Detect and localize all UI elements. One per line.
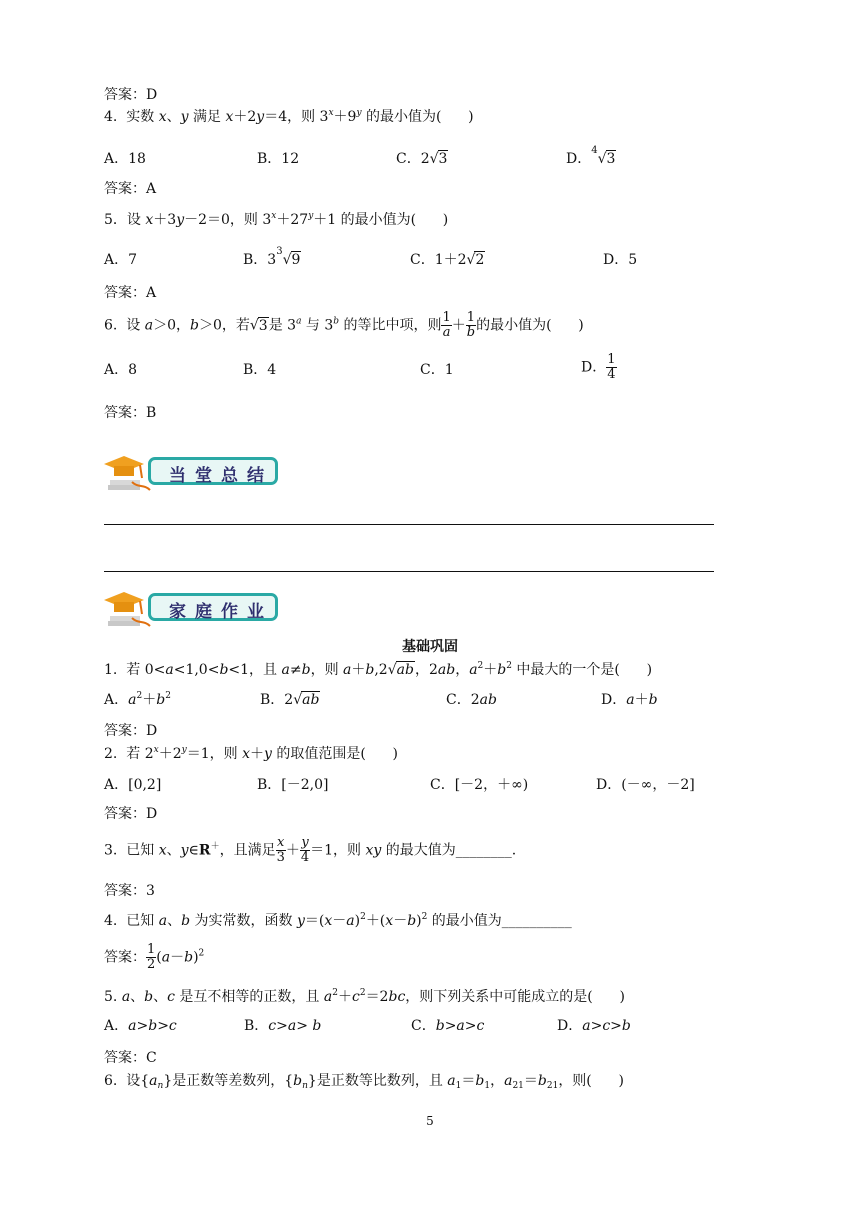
hw5-option-a: A．a>b>c bbox=[104, 1018, 177, 1034]
q6-option-c: C．1 bbox=[420, 362, 454, 378]
q4-option-c: C．2√3 bbox=[396, 151, 448, 167]
q5-option-a: A．7 bbox=[104, 252, 138, 268]
q5-option-d: D．5 bbox=[603, 252, 638, 268]
hw1-option-b: B．2√ab bbox=[260, 692, 320, 708]
hw1-option-c: C．2ab bbox=[446, 692, 497, 708]
hw2-answer: 答案：D bbox=[104, 806, 158, 822]
hw5-option-d: D．a>c>b bbox=[557, 1018, 631, 1034]
homework-banner bbox=[104, 590, 282, 626]
hw1-option-d: D．a＋b bbox=[601, 692, 658, 708]
summary-banner bbox=[104, 454, 282, 490]
page-number: 5 bbox=[426, 1114, 434, 1128]
hw5-option-b: B．c>a> b bbox=[244, 1018, 322, 1034]
hw-question-3: 3. 已知 x、y∈R＋，且满足 $\frac{x}{3}$ ＋ $\frac{y}{4}$ ＝1，则 xy 的最大值为________. bbox=[104, 835, 517, 865]
summary-line-2 bbox=[104, 571, 714, 572]
hw-question-6: 6. 设$\{a_n\}$是正数等差数列，$\{b_n\}$是正数等比数列，且 $a_1=b_1$，$a_{21}=b_{21}$，则( ) bbox=[104, 1073, 624, 1091]
hw3-answer: 答案：3 bbox=[104, 883, 155, 899]
hw2-option-d: D．(－∞，－2] bbox=[596, 777, 695, 793]
q6-option-a: A．8 bbox=[104, 362, 138, 378]
question-5: 5．设 x＋3y－2＝0，则 $3^x+27^y+1$ 的最小值为( ) bbox=[104, 211, 449, 228]
graduation-cap-icon bbox=[104, 590, 154, 630]
hw5-answer: 答案：C bbox=[104, 1050, 157, 1066]
question-4: 4. 实数 x、y 满足 x＋2y＝4，则 $3^x+9^y$ 的最小值为( ) bbox=[104, 108, 474, 125]
subheading: 基础巩固 bbox=[402, 639, 458, 655]
q4-option-d: D．$^4$√3 bbox=[566, 145, 616, 167]
q6-option-b: B．4 bbox=[243, 362, 277, 378]
q6-option-d: D． $\frac{1}{4}$ bbox=[581, 352, 616, 382]
hw2-option-a: A．[0,2] bbox=[104, 777, 162, 793]
q4-option-b: B．12 bbox=[257, 151, 300, 167]
summary-title: 当堂总结 bbox=[169, 466, 273, 486]
hw-question-1: 1. 若 0<a<1,0<b<1，且 a≠b，则 a＋b,2√ab，2ab，$a^2+b^2$ 中最大的一个是( ) bbox=[104, 661, 653, 678]
hw2-option-b: B．[－2,0] bbox=[257, 777, 329, 793]
q6-answer: 答案：B bbox=[104, 405, 157, 421]
hw-question-4: 4. 已知 a、b 为实常数，函数 $y=(x-a)^2+(x-b)^2$ 的最小值为__________ bbox=[104, 912, 572, 929]
q5-option-c: C．1＋2√2 bbox=[410, 252, 485, 268]
graduation-cap-icon bbox=[104, 454, 154, 494]
hw-question-2: 2. 若 $2^x+2^y=1$，则 x＋y 的取值范围是( ) bbox=[104, 745, 398, 762]
hw4-answer-prefix: 答案： bbox=[104, 949, 146, 966]
hw1-answer: 答案：D bbox=[104, 723, 158, 739]
hw1-option-a: A．$a^2+b^2$ bbox=[104, 691, 171, 708]
hw-question-5: 5. a、b、c 是互不相等的正数，且 $a^2+c^2=2bc$，则下列关系中可能成立的是( ) bbox=[104, 988, 625, 1005]
hw2-option-c: C．[－2，＋∞) bbox=[430, 777, 529, 793]
hw4-answer: 答案： $\frac{1}{2}$ $(a-b)^2$ bbox=[104, 942, 205, 972]
q5-option-b: B．$3^3√9$ bbox=[243, 246, 301, 268]
answer-prev: 答案：D bbox=[104, 87, 158, 103]
question-6: 6. 设 a＞0，b＞0，若√3是 3$^a$ 与 3$^b$ 的等比中项，则 $\frac{1}{a}$ ＋ $\frac{1}{b}$ 的最小值为( ) bbox=[104, 310, 584, 340]
q4-answer: 答案：A bbox=[104, 181, 157, 197]
q4-option-a: A．18 bbox=[104, 151, 146, 167]
summary-line-1 bbox=[104, 524, 714, 525]
homework-title: 家庭作业 bbox=[169, 602, 273, 622]
q5-answer: 答案：A bbox=[104, 285, 157, 301]
hw5-option-c: C．b>a>c bbox=[411, 1018, 485, 1034]
